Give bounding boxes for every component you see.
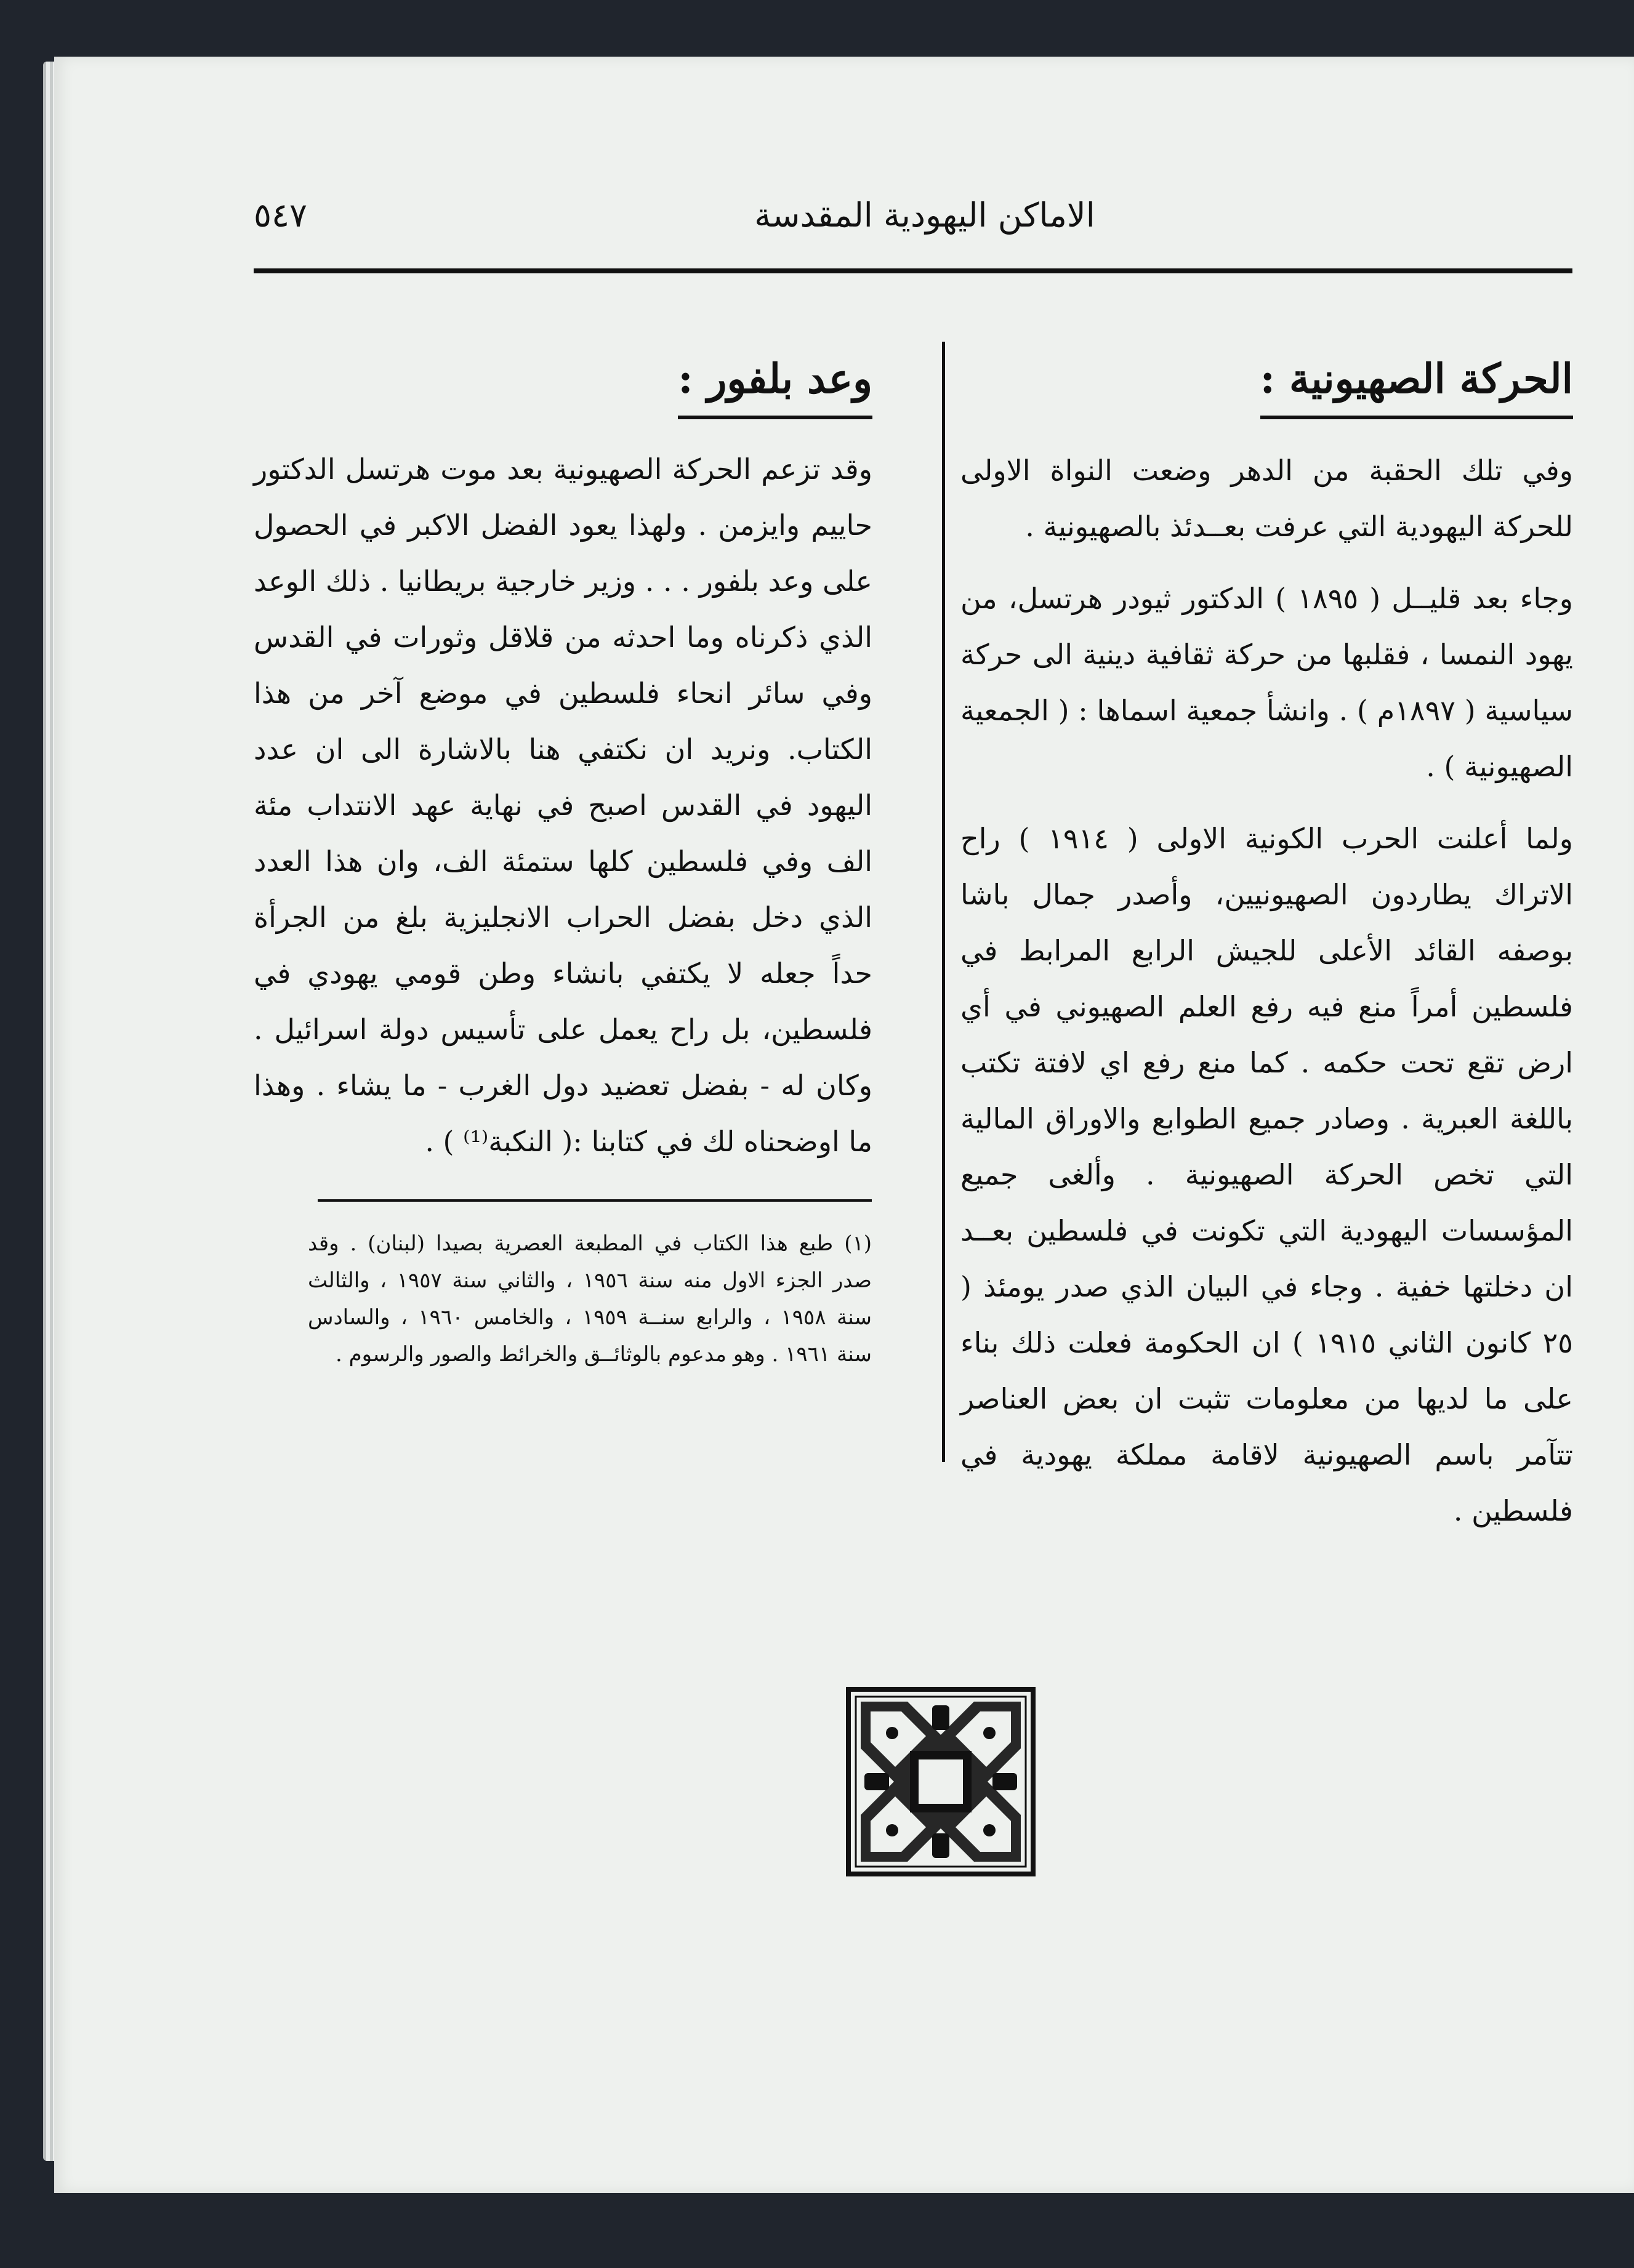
header-rule [254, 268, 1572, 273]
paragraph: ولما أعلنت الحرب الكونية الاولى ( ١٩١٤ ) راح الاتراك يطاردون الصهيونيين، وأصدر جمال باشا بوصفه القائد الأعلى للجيش الرابع المرابط في فلسطين أمراً منع فيه رفع العلم الصهيوني في أي ارض تقع تحت حكمه . كما منع رفع اي لافتة تكتب باللغة العبرية . وصادر جميع الطوابع والاوراق المالية التي تخص الحركة الصهيونية . وألغى جميع المؤسسات اليهودية التي تكونت في فلسطين بعــد ان دخلتها خفية . وجاء في البيان الذي صدر يومئذ ( ٢٥ كانون الثاني ١٩١٥ ) ان الحكومة فعلت ذلك بناء على ما لديها من معلومات تثبت ان بعض العناصر تتآمر باسم الصهيونية لاقامة مملكة يهودية في فلسطين . [960, 822, 1573, 1527]
section-heading-zionist-movement: الحركة الصهيونية : [1260, 342, 1573, 419]
right-column [960, 342, 1573, 1539]
section-heading-balfour: وعد بلفور : [678, 342, 872, 419]
left-column [254, 342, 872, 1170]
paragraph: وجاء بعد قليــل ( ١٨٩٥ ) الدكتور ثيودر هرتسل، من يهود النمسا ، فقلبها من حركة ثقافية دينية الى حركة سياسية ( ١٨٩٧م ) . وانشأ جمعية اسماها : ( الجمعية الصهيونية ) . [960, 582, 1574, 783]
running-title: الاماكن اليهودية المقدسة [754, 196, 1095, 235]
left-column-body [254, 441, 872, 1170]
footnote: (١) طبع هذا الكتاب في المطبعة العصرية بصيدا (لبنان) . وقد صدر الجزء الاول منه سنة ١٩٥٦ ، والثاني سنة ١٩٥٧ ، والثالث سنة ١٩٥٨ ، والرابع سنــة ١٩٥٩ ، والخامس ١٩٦٠ ، والسادس سنة ١٩٦١ . وهو مدعوم بالوثائــق والخرائط والصور والرسوم . [308, 1231, 872, 1367]
right-column-body [960, 443, 1573, 1539]
page-header [254, 179, 1572, 277]
paragraph: وقد تزعم الحركة الصهيونية بعد موت هرتسل الدكتور حاييم وايزمن . ولهذا يعود الفضل الاكبر في الحصول على وعد بلفور . . . وزير خارجية بريطانيا . ذلك الوعد الذي ذكرناه وما احدثه من قلاقل وثورات في القدس وفي سائر انحاء فلسطين في موضع آخر من هذا الكتاب. ونريد ان نكتفي هنا بالاشارة الى ان عدد اليهود في القدس اصبح في نهاية عهد الانتداب مئة الف وفي فلسطين كلها ستمئة الف، وان هذا العدد الذي دخل بفضل الحراب الانجليزية بلغ من الجرأة حداً جعله لا يكتفي بانشاء وطن قومي يهودي في فلسطين، بل راح يعمل على تأسيس دولة اسرائيل . وكان له - بفضل تعضيد دول الغرب - ما يشاء . وهذا ما اوضحناه لك في كتابنا :( النكبة⁽¹⁾ ) . [254, 452, 872, 1158]
printer-ornament [846, 1687, 1036, 1876]
page-number: ٥٤٧ [254, 196, 308, 235]
ornament-graphic [846, 1687, 1036, 1876]
footnote-rule [318, 1199, 872, 1202]
column-divider [942, 342, 945, 1462]
paragraph: وفي تلك الحقبة من الدهر وضعت النواة الاولى للحركة اليهودية التي عرفت بعــدئذ بالصهيونية . [960, 454, 1573, 543]
